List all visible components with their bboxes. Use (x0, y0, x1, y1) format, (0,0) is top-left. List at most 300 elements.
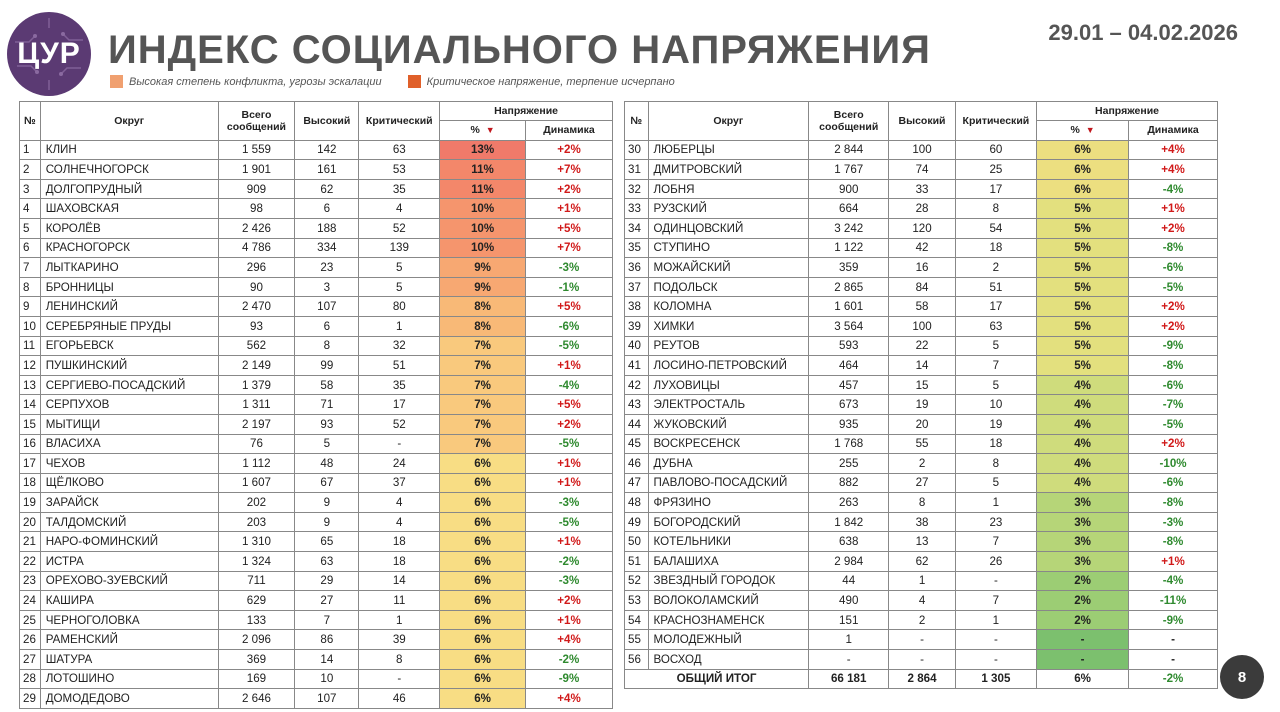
critical-count: 7 (955, 356, 1036, 376)
dynamics-value: -9% (1129, 336, 1218, 356)
tension-percent: 6% (440, 591, 526, 611)
table-row (625, 277, 1218, 297)
row-number: 19 (20, 493, 41, 513)
row-number: 47 (625, 473, 649, 493)
district-name: СЕРПУХОВ (40, 395, 218, 415)
tension-percent: 9% (440, 258, 526, 278)
tension-percent: 6% (440, 630, 526, 650)
high-count: 28 (889, 199, 955, 219)
district-name: ВОСХОД (648, 650, 809, 670)
high-count: 84 (889, 277, 955, 297)
row-number: 29 (20, 689, 41, 709)
dynamics-value: -6% (1129, 375, 1218, 395)
dynamics-value: +4% (1129, 160, 1218, 180)
critical-count: 2 (955, 258, 1036, 278)
critical-count: 1 (359, 316, 440, 336)
high-count: 99 (295, 356, 359, 376)
table-row (625, 552, 1218, 572)
header-high: Высокий (889, 102, 955, 141)
tension-percent: 6% (1037, 140, 1129, 160)
tension-percent: 6% (440, 454, 526, 474)
high-count: 334 (295, 238, 359, 258)
tension-percent: 5% (1037, 356, 1129, 376)
district-name: ЛЮБЕРЦЫ (648, 140, 809, 160)
district-name: БАЛАШИХА (648, 552, 809, 572)
row-number: 45 (625, 434, 649, 454)
dynamics-value: +2% (526, 140, 613, 160)
table-row (20, 336, 613, 356)
dynamics-value: -5% (526, 434, 613, 454)
tension-percent: 6% (440, 512, 526, 532)
total-messages: 2 426 (218, 218, 295, 238)
district-name: ОРЕХОВО-ЗУЕВСКИЙ (40, 571, 218, 591)
row-number: 33 (625, 199, 649, 219)
table-row (625, 160, 1218, 180)
tension-percent: 9% (440, 277, 526, 297)
total-messages: 359 (809, 258, 889, 278)
row-number: 3 (20, 179, 41, 199)
row-number: 22 (20, 552, 41, 572)
tension-percent: 2% (1037, 610, 1129, 630)
district-name: НАРО-ФОМИНСКИЙ (40, 532, 218, 552)
high-count: 107 (295, 297, 359, 317)
tension-percent: 5% (1037, 277, 1129, 297)
table-row (20, 218, 613, 238)
critical-count: - (955, 571, 1036, 591)
dynamics-value: -6% (1129, 258, 1218, 278)
dynamics-value: +7% (526, 160, 613, 180)
district-name: МЫТИЩИ (40, 414, 218, 434)
high-count: 93 (295, 414, 359, 434)
district-name: СТУПИНО (648, 238, 809, 258)
table-row (20, 316, 613, 336)
total-messages: 169 (218, 669, 295, 689)
table-row (20, 454, 613, 474)
high-count: 188 (295, 218, 359, 238)
dynamics-value: -4% (1129, 179, 1218, 199)
critical-count: 4 (359, 512, 440, 532)
total-messages: 1 112 (218, 454, 295, 474)
critical-count: 39 (359, 630, 440, 650)
high-count: 62 (889, 552, 955, 572)
total-messages: 711 (218, 571, 295, 591)
row-number: 55 (625, 630, 649, 650)
tension-percent-total: 6% (1037, 669, 1129, 689)
high-count: 6 (295, 316, 359, 336)
table-row (20, 610, 613, 630)
total-messages: 1 842 (809, 512, 889, 532)
critical-count: 26 (955, 552, 1036, 572)
table-row (20, 669, 613, 689)
total-messages: 76 (218, 434, 295, 454)
high-count: 6 (295, 199, 359, 219)
tension-percent: - (1037, 650, 1129, 670)
row-number: 51 (625, 552, 649, 572)
tension-percent: 6% (440, 532, 526, 552)
tension-percent: 6% (440, 689, 526, 709)
high-count: 65 (295, 532, 359, 552)
district-name: БРОННИЦЫ (40, 277, 218, 297)
header-district: Округ (648, 102, 809, 141)
critical-count: 35 (359, 179, 440, 199)
row-number: 37 (625, 277, 649, 297)
sort-down-icon[interactable]: ▼ (485, 125, 495, 136)
dynamics-value: +1% (526, 473, 613, 493)
critical-count: 7 (955, 591, 1036, 611)
high-count: 67 (295, 473, 359, 493)
district-name: ПОДОЛЬСК (648, 277, 809, 297)
total-messages: 1 379 (218, 375, 295, 395)
table-row (20, 356, 613, 376)
district-name: ЧЕРНОГОЛОВКА (40, 610, 218, 630)
critical-count: 139 (359, 238, 440, 258)
critical-count: 5 (359, 258, 440, 278)
row-number: 9 (20, 297, 41, 317)
dynamics-value: -5% (526, 512, 613, 532)
total-messages: 673 (809, 395, 889, 415)
row-number: 26 (20, 630, 41, 650)
row-number: 31 (625, 160, 649, 180)
legend-swatch-high (110, 75, 123, 88)
critical-count: 8 (955, 199, 1036, 219)
critical-count: 18 (359, 552, 440, 572)
total-messages: 638 (809, 532, 889, 552)
district-name: ШАХОВСКАЯ (40, 199, 218, 219)
dynamics-value: -9% (526, 669, 613, 689)
row-number: 25 (20, 610, 41, 630)
critical-count: 37 (359, 473, 440, 493)
tension-percent: 5% (1037, 258, 1129, 278)
critical-count: 25 (955, 160, 1036, 180)
total-messages: 44 (809, 571, 889, 591)
tension-percent: 5% (1037, 218, 1129, 238)
district-name: ЛЕНИНСКИЙ (40, 297, 218, 317)
dynamics-value: +4% (526, 630, 613, 650)
legend-swatch-critical (408, 75, 421, 88)
tension-percent: 5% (1037, 316, 1129, 336)
tension-percent: 6% (440, 571, 526, 591)
header-dynamics: Динамика (1129, 121, 1218, 141)
tension-percent: 6% (440, 650, 526, 670)
sort-down-icon[interactable]: ▼ (1085, 125, 1095, 136)
legend-item-high (110, 75, 382, 88)
legend-label-critical: Критическое напряжение, терпение исчерпано (426, 75, 675, 88)
district-name: РЕУТОВ (648, 336, 809, 356)
row-number: 27 (20, 650, 41, 670)
high-count: 58 (889, 297, 955, 317)
total-messages: 1 607 (218, 473, 295, 493)
row-number: 20 (20, 512, 41, 532)
high-count: 20 (889, 414, 955, 434)
high-count: 14 (295, 650, 359, 670)
total-messages: 2 865 (809, 277, 889, 297)
header-high: Высокий (295, 102, 359, 141)
total-messages: 4 786 (218, 238, 295, 258)
page-title: ИНДЕКС СОЦИАЛЬНОГО НАПРЯЖЕНИЯ (108, 28, 931, 72)
dynamics-value: +1% (526, 356, 613, 376)
table-row (20, 395, 613, 415)
row-number: 14 (20, 395, 41, 415)
high-count: 100 (889, 316, 955, 336)
district-name: ФРЯЗИНО (648, 493, 809, 513)
high-count: 3 (295, 277, 359, 297)
header-tension: Напряжение (1037, 102, 1218, 121)
table-row (625, 414, 1218, 434)
table-row (20, 434, 613, 454)
tension-percent: 4% (1037, 473, 1129, 493)
tension-percent: 11% (440, 160, 526, 180)
high-count: 86 (295, 630, 359, 650)
tension-percent: 10% (440, 238, 526, 258)
header-num: № (20, 102, 41, 141)
critical-count: 19 (955, 414, 1036, 434)
table-row (20, 571, 613, 591)
total-messages: 1 601 (809, 297, 889, 317)
district-name: КОЛОМНА (648, 297, 809, 317)
table-row (20, 238, 613, 258)
tension-percent: 8% (440, 316, 526, 336)
row-number: 48 (625, 493, 649, 513)
high-count-sum: 2 864 (889, 669, 955, 689)
dynamics-value: +1% (526, 610, 613, 630)
total-messages: 369 (218, 650, 295, 670)
table-row (20, 160, 613, 180)
critical-count: 5 (955, 336, 1036, 356)
row-number: 17 (20, 454, 41, 474)
tension-percent: 6% (440, 552, 526, 572)
total-messages: 2 096 (218, 630, 295, 650)
district-name: РУЗСКИЙ (648, 199, 809, 219)
tension-percent: 4% (1037, 395, 1129, 415)
tension-percent: 4% (1037, 375, 1129, 395)
row-number: 40 (625, 336, 649, 356)
district-name: ОДИНЦОВСКИЙ (648, 218, 809, 238)
tension-percent: 2% (1037, 571, 1129, 591)
total-messages: 90 (218, 277, 295, 297)
row-number: 32 (625, 179, 649, 199)
dynamics-value: -3% (526, 493, 613, 513)
high-count: 42 (889, 238, 955, 258)
row-number: 8 (20, 277, 41, 297)
critical-count: 51 (955, 277, 1036, 297)
table-row (625, 179, 1218, 199)
row-number: 44 (625, 414, 649, 434)
table-row (625, 336, 1218, 356)
row-number: 5 (20, 218, 41, 238)
critical-count: 18 (955, 238, 1036, 258)
high-count: 22 (889, 336, 955, 356)
district-name: ДОЛГОПРУДНЫЙ (40, 179, 218, 199)
table-row (20, 630, 613, 650)
table-row (625, 630, 1218, 650)
table-row (625, 375, 1218, 395)
total-label: ОБЩИЙ ИТОГ (625, 669, 809, 689)
high-count: 63 (295, 552, 359, 572)
critical-count: 23 (955, 512, 1036, 532)
district-name: ЗВЕЗДНЫЙ ГОРОДОК (648, 571, 809, 591)
district-name: ЩЁЛКОВО (40, 473, 218, 493)
total-messages: 1 324 (218, 552, 295, 572)
tension-percent: 7% (440, 336, 526, 356)
tension-percent: 10% (440, 199, 526, 219)
table-row (20, 473, 613, 493)
dynamics-value: +2% (526, 591, 613, 611)
table-row (20, 375, 613, 395)
header-pct-label: % (1070, 124, 1080, 137)
critical-count: 52 (359, 218, 440, 238)
district-name: ШАТУРА (40, 650, 218, 670)
row-number: 43 (625, 395, 649, 415)
high-count: 7 (295, 610, 359, 630)
district-name: РАМЕНСКИЙ (40, 630, 218, 650)
total-messages: 935 (809, 414, 889, 434)
tension-percent: 7% (440, 395, 526, 415)
tension-percent: 5% (1037, 199, 1129, 219)
critical-count: - (955, 630, 1036, 650)
row-number: 41 (625, 356, 649, 376)
district-name: ЛОСИНО-ПЕТРОВСКИЙ (648, 356, 809, 376)
total-messages: 1 122 (809, 238, 889, 258)
high-count: 55 (889, 434, 955, 454)
header-pct-label: % (470, 124, 480, 137)
total-messages: 263 (809, 493, 889, 513)
dynamics-value: +2% (526, 179, 613, 199)
total-messages: 202 (218, 493, 295, 513)
high-count: 9 (295, 493, 359, 513)
total-messages: 3 564 (809, 316, 889, 336)
table-row (625, 395, 1218, 415)
critical-count: 1 (955, 493, 1036, 513)
total-messages: 1 559 (218, 140, 295, 160)
district-name: ВОЛОКОЛАМСКИЙ (648, 591, 809, 611)
district-name: КРАСНОГОРСК (40, 238, 218, 258)
dynamics-value: -8% (1129, 532, 1218, 552)
district-name: ЛЫТКАРИНО (40, 258, 218, 278)
tension-percent: 3% (1037, 512, 1129, 532)
legend-label-high: Высокая степень конфликта, угрозы эскалации (129, 75, 382, 88)
row-number: 7 (20, 258, 41, 278)
total-messages: 1 311 (218, 395, 295, 415)
critical-count: 8 (955, 454, 1036, 474)
critical-count: 17 (359, 395, 440, 415)
table-row (625, 532, 1218, 552)
district-name: КАШИРА (40, 591, 218, 611)
tension-percent: 4% (1037, 434, 1129, 454)
row-number: 30 (625, 140, 649, 160)
row-number: 53 (625, 591, 649, 611)
high-count: 62 (295, 179, 359, 199)
high-count: 4 (889, 591, 955, 611)
table-row (625, 591, 1218, 611)
district-name: ВОСКРЕСЕНСК (648, 434, 809, 454)
tension-percent: 5% (1037, 238, 1129, 258)
high-count: 74 (889, 160, 955, 180)
table-row (20, 532, 613, 552)
district-name: ПУШКИНСКИЙ (40, 356, 218, 376)
table-row (20, 277, 613, 297)
high-count: 58 (295, 375, 359, 395)
district-name: ЕГОРЬЕВСК (40, 336, 218, 356)
total-messages: 296 (218, 258, 295, 278)
high-count: 5 (295, 434, 359, 454)
dynamics-value: -2% (526, 552, 613, 572)
high-count: 48 (295, 454, 359, 474)
table-row (625, 434, 1218, 454)
dynamics-value: -1% (526, 277, 613, 297)
row-number: 21 (20, 532, 41, 552)
total-messages: 2 646 (218, 689, 295, 709)
district-name: ЭЛЕКТРОСТАЛЬ (648, 395, 809, 415)
critical-count: 46 (359, 689, 440, 709)
dynamics-value: +5% (526, 218, 613, 238)
table-row (20, 591, 613, 611)
total-messages: 1 767 (809, 160, 889, 180)
district-name: СЕРЕБРЯНЫЕ ПРУДЫ (40, 316, 218, 336)
row-number: 38 (625, 297, 649, 317)
row-number: 36 (625, 258, 649, 278)
dynamics-value: -11% (1129, 591, 1218, 611)
tension-percent: 7% (440, 434, 526, 454)
high-count: 27 (889, 473, 955, 493)
critical-count: 24 (359, 454, 440, 474)
row-number: 16 (20, 434, 41, 454)
critical-count: 4 (359, 199, 440, 219)
table-row (625, 650, 1218, 670)
row-number: 11 (20, 336, 41, 356)
table-row (625, 512, 1218, 532)
row-number: 42 (625, 375, 649, 395)
total-messages: 133 (218, 610, 295, 630)
dynamics-value: +5% (526, 297, 613, 317)
high-count: 8 (889, 493, 955, 513)
high-count: 161 (295, 160, 359, 180)
page-number-badge: 8 (1220, 655, 1264, 699)
total-messages: 1 (809, 630, 889, 650)
dynamics-value: +2% (1129, 316, 1218, 336)
tension-percent: 3% (1037, 493, 1129, 513)
district-name: ЛОТОШИНО (40, 669, 218, 689)
total-messages: 664 (809, 199, 889, 219)
critical-count: 5 (955, 375, 1036, 395)
table-row (625, 199, 1218, 219)
dynamics-value: -6% (1129, 473, 1218, 493)
high-count: 19 (889, 395, 955, 415)
critical-count: 1 (359, 610, 440, 630)
dynamics-value: -8% (1129, 238, 1218, 258)
district-name: ТАЛДОМСКИЙ (40, 512, 218, 532)
dynamics-value: -8% (1129, 493, 1218, 513)
dynamics-value: +5% (526, 395, 613, 415)
row-number: 52 (625, 571, 649, 591)
tension-percent: 7% (440, 414, 526, 434)
header-critical: Критический (359, 102, 440, 141)
district-name: ЛОБНЯ (648, 179, 809, 199)
high-count: 15 (889, 375, 955, 395)
dynamics-value: +2% (1129, 218, 1218, 238)
total-messages: 151 (809, 610, 889, 630)
dynamics-value: -9% (1129, 610, 1218, 630)
total-messages: 593 (809, 336, 889, 356)
tension-percent: 5% (1037, 297, 1129, 317)
row-number: 35 (625, 238, 649, 258)
total-messages: - (809, 650, 889, 670)
critical-count: 17 (955, 179, 1036, 199)
table-row (625, 356, 1218, 376)
table-row (20, 199, 613, 219)
tension-percent: 4% (1037, 454, 1129, 474)
tension-percent: 11% (440, 179, 526, 199)
header-critical: Критический (955, 102, 1036, 141)
